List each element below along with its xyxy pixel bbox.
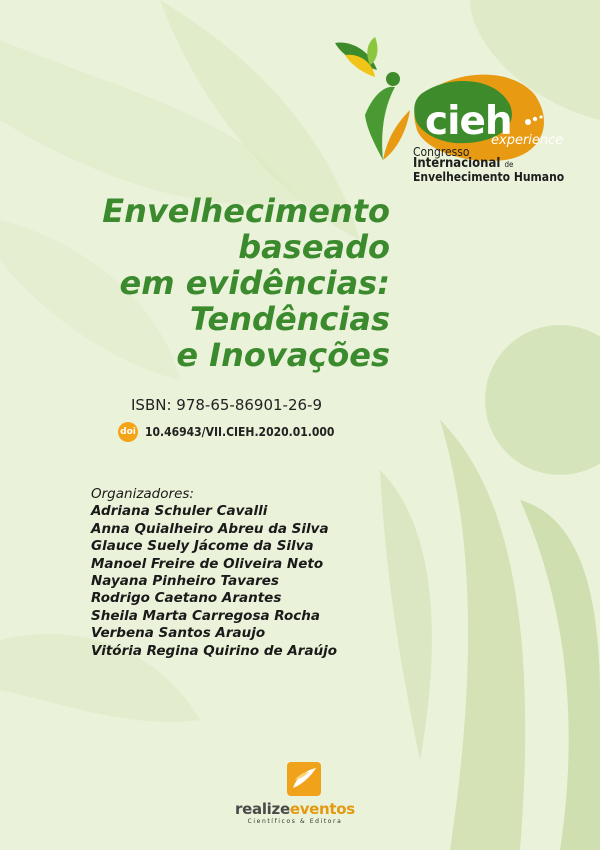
congress-name — [413, 146, 564, 183]
organizer-name: Manoel Freire de Oliveira Neto — [91, 555, 324, 572]
organizer-name: Glauce Suely Jácome da Silva — [91, 538, 314, 555]
organizer-name: Anna Quialheiro Abreu da Silva — [91, 520, 329, 537]
title-line: e Inovações — [176, 336, 390, 374]
title-line: em evidências: — [119, 264, 390, 302]
congress-line-2-text: Internacional — [413, 156, 501, 171]
organizer-name: Nayana Pinheiro Tavares — [91, 573, 279, 590]
realize-wordmark — [220, 800, 370, 818]
realize-leaf-icon — [287, 762, 321, 796]
title-line: baseado — [238, 228, 390, 266]
book-title — [40, 193, 390, 373]
cieh-wordmark: cieh — [425, 99, 512, 144]
organizers-list — [91, 486, 337, 660]
realize-eventos-logo — [220, 762, 370, 832]
organizer-name: Adriana Schuler Cavalli — [91, 503, 268, 520]
title-line: Envelhecimento — [102, 192, 390, 230]
organizer-name: Verbena Santos Araujo — [91, 625, 266, 642]
realize-wordmark-part1: realize — [235, 800, 290, 818]
doi-value[interactable]: 10.46943/VII.CIEH.2020.01.000 — [145, 425, 335, 439]
isbn: ISBN: 978-65-86901-26-9 — [131, 396, 322, 414]
congress-line-1: Congresso — [413, 145, 470, 159]
realize-tagline: Científicos & Editora — [247, 818, 343, 825]
organizer-name: Sheila Marta Carregosa Rocha — [91, 607, 321, 624]
congress-line-3: Envelhecimento Humano — [413, 170, 565, 184]
organizer-name: Vitória Regina Quirino de Araújo — [91, 642, 338, 659]
doi-row — [118, 422, 334, 442]
organizers-heading: Organizadores: — [91, 486, 194, 502]
title-line: Tendências — [189, 300, 390, 338]
organizer-name: Rodrigo Caetano Arantes — [91, 590, 282, 607]
cieh-subtext: experience — [491, 133, 564, 148]
realize-wordmark-part2: eventos — [289, 800, 355, 818]
congress-line-2-suffix: de — [504, 160, 514, 169]
doi-icon: doi — [118, 422, 138, 442]
